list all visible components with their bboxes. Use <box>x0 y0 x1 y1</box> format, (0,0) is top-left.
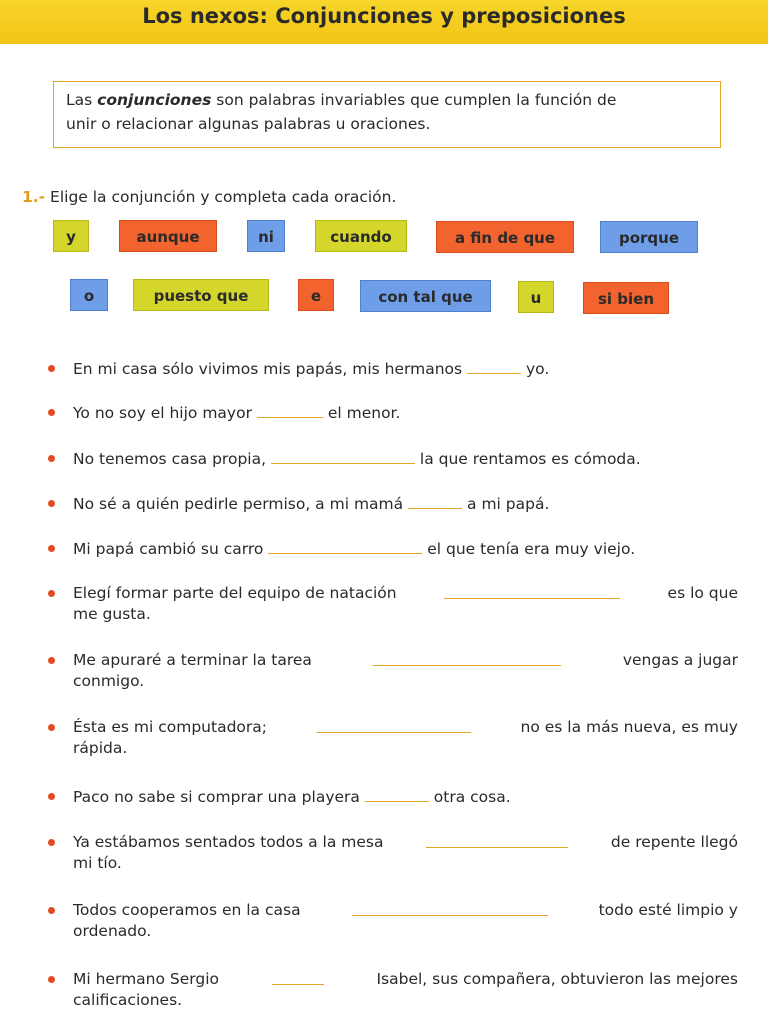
option-chip-si-bien[interactable]: si bien <box>583 282 669 314</box>
bullet-icon <box>48 365 55 372</box>
option-chip-con-tal-que[interactable]: con tal que <box>360 280 491 312</box>
page-title: Los nexos: Conjunciones y preposiciones <box>142 4 626 28</box>
bullet-icon <box>48 907 55 914</box>
option-chip-y[interactable]: y <box>53 220 89 252</box>
sentence-text: la que rentamos es cómoda. <box>419 450 641 468</box>
sentence-text: Mi papá cambió su carro <box>73 540 264 558</box>
sentence-text: No tenemos casa propia, <box>73 450 267 468</box>
answer-blank[interactable] <box>467 358 521 374</box>
sentence-text: Todos cooperamos en la casa <box>73 901 301 919</box>
sentence-text: yo. <box>525 360 550 378</box>
sentence-text: a mi papá. <box>467 495 550 513</box>
sentence-text: Isabel, sus compañera, obtuvieron las mejores <box>376 970 738 988</box>
answer-blank[interactable] <box>426 832 568 848</box>
answer-blank[interactable] <box>365 786 429 802</box>
sentence-text: Paco no sabe si comprar una playera <box>73 788 360 806</box>
option-chip-porque[interactable]: porque <box>600 221 698 253</box>
exercise-number: 1.- <box>22 188 46 206</box>
exercise-text: Elige la conjunción y completa cada oración. <box>45 188 397 206</box>
sentence-text: es lo que <box>667 584 738 602</box>
answer-blank[interactable] <box>373 650 561 666</box>
sentence-text: Ésta es mi computadora; <box>73 718 267 736</box>
definition-prefix: Las <box>66 91 98 109</box>
option-chip-aunque[interactable]: aunque <box>119 220 217 252</box>
bullet-icon <box>48 657 55 664</box>
sentence-text: todo esté limpio y <box>598 901 738 919</box>
answer-blank[interactable] <box>444 583 620 599</box>
title-banner <box>0 0 768 44</box>
option-chip-a-fin-de-que[interactable]: a fin de que <box>436 221 574 253</box>
bullet-icon <box>48 793 55 800</box>
sentence-text: ordenado. <box>73 922 152 940</box>
sentence-text: Mi hermano Sergio <box>73 970 220 988</box>
sentence-text: Elegí formar parte del equipo de natación <box>73 584 397 602</box>
definition-box <box>53 81 721 148</box>
sentence-text: me gusta. <box>73 605 151 623</box>
sentence-text: no es la más nueva, es muy <box>520 718 738 736</box>
sentence-text: En mi casa sólo vivimos mis papás, mis hermanos <box>73 360 463 378</box>
bullet-icon <box>48 500 55 507</box>
sentence-text: vengas a jugar <box>622 651 738 669</box>
sentence-text: No sé a quién pedirle permiso, a mi mamá <box>73 495 404 513</box>
answer-blank[interactable] <box>271 448 415 464</box>
sentence-text: rápida. <box>73 739 128 757</box>
sentence-text: conmigo. <box>73 672 145 690</box>
sentence-text: el menor. <box>327 404 401 422</box>
answer-blank[interactable] <box>408 493 462 509</box>
definition-term: conjunciones <box>97 91 212 109</box>
answer-blank[interactable] <box>272 969 324 985</box>
sentence-text: otra cosa. <box>433 788 511 806</box>
option-chip-puesto-que[interactable]: puesto que <box>133 279 269 311</box>
definition-line1: son palabras invariables que cumplen la función de <box>211 91 617 109</box>
sentence-text: de repente llegó <box>610 833 738 851</box>
answer-blank[interactable] <box>268 538 422 554</box>
option-chip-ni[interactable]: ni <box>247 220 285 252</box>
option-chip-o[interactable]: o <box>70 279 108 311</box>
bullet-icon <box>48 590 55 597</box>
definition-line2: unir o relacionar algunas palabras u oraciones. <box>66 115 431 133</box>
definition-text <box>66 88 714 136</box>
bullet-icon <box>48 545 55 552</box>
option-chip-u[interactable]: u <box>518 281 554 313</box>
sentence-text: mi tío. <box>73 854 122 872</box>
bullet-icon <box>48 976 55 983</box>
answer-blank[interactable] <box>257 402 323 418</box>
bullet-icon <box>48 455 55 462</box>
bullet-icon <box>48 724 55 731</box>
sentence-text: calificaciones. <box>73 991 183 1009</box>
answer-blank[interactable] <box>317 717 471 733</box>
option-chip-cuando[interactable]: cuando <box>315 220 407 252</box>
sentence-text: Me apuraré a terminar la tarea <box>73 651 312 669</box>
sentence-text: Ya estábamos sentados todos a la mesa <box>73 833 384 851</box>
bullet-icon <box>48 409 55 416</box>
sentence-text: el que tenía era muy viejo. <box>427 540 636 558</box>
answer-blank[interactable] <box>352 900 548 916</box>
bullet-icon <box>48 839 55 846</box>
sentence-text: Yo no soy el hijo mayor <box>73 404 252 422</box>
exercise-instruction <box>22 188 396 206</box>
option-chip-e[interactable]: e <box>298 279 334 311</box>
